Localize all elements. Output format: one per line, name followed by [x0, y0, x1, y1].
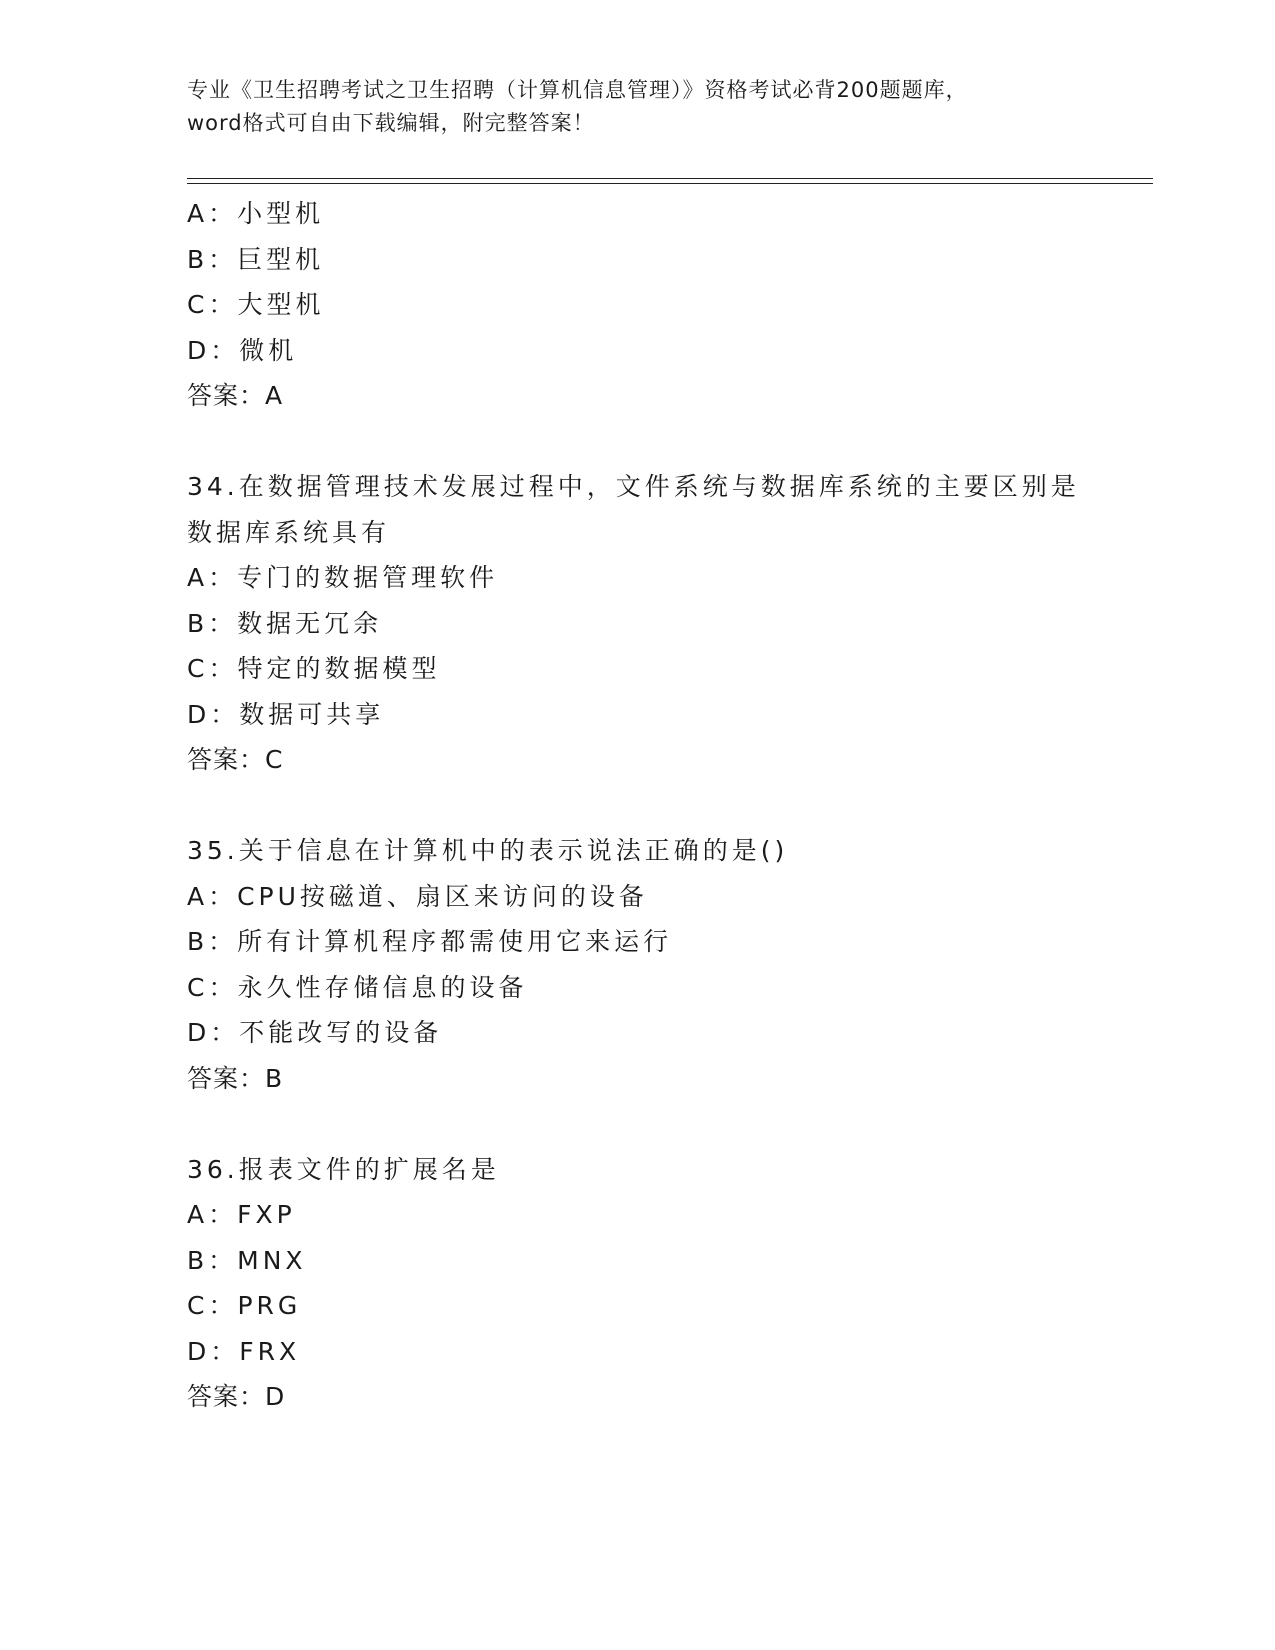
answer: 答案：D: [187, 1382, 286, 1411]
option-a: A：CPU按磁道、扇区来访问的设备: [187, 881, 648, 911]
option-d: D：FRX: [187, 1336, 301, 1366]
header-line-2: word格式可自由下载编辑，附完整答案！: [187, 111, 595, 135]
header-divider-bottom: [187, 183, 1153, 184]
option-c: C：特定的数据模型: [187, 654, 441, 683]
option-a: A：FXP: [187, 1200, 296, 1229]
document-header: [187, 74, 1087, 140]
question-list: [187, 191, 1147, 1420]
option-d: D：不能改写的设备: [187, 1018, 443, 1047]
question-block-36: [187, 1147, 1147, 1420]
spacer: [187, 1101, 1147, 1147]
question-text: 35.关于信息在计算机中的表示说法正确的是(): [187, 836, 789, 865]
spacer: [187, 419, 1147, 465]
question-block-33: [187, 191, 1147, 419]
question-text-line-1: 34.在数据管理技术发展过程中，文件系统与数据库系统的主要区别是: [187, 472, 1080, 501]
option-b: B：所有计算机程序都需使用它来运行: [187, 927, 673, 956]
spacer: [187, 783, 1147, 829]
question-text: 36.报表文件的扩展名是: [187, 1154, 500, 1184]
answer: 答案：A: [187, 381, 284, 410]
question-block-34: [187, 464, 1147, 783]
question-text-line-2: 数据库系统具有: [187, 517, 391, 547]
option-a: A：专门的数据管理软件: [187, 563, 499, 592]
answer: 答案：C: [187, 745, 284, 774]
question-block-35: [187, 828, 1147, 1101]
option-c: C：大型机: [187, 290, 325, 319]
option-c: C：永久性存储信息的设备: [187, 972, 528, 1002]
option-c: C：PRG: [187, 1291, 302, 1320]
header-divider-top: [187, 178, 1153, 179]
option-b: B：巨型机: [187, 244, 325, 274]
option-b: B：MNX: [187, 1245, 307, 1275]
answer: 答案：B: [187, 1063, 284, 1093]
option-a: A：小型机: [187, 199, 325, 228]
option-b: B：数据无冗余: [187, 608, 383, 638]
header-line-1: 专业《卫生招聘考试之卫生招聘（计算机信息管理）》资格考试必背200题题库，: [187, 78, 968, 102]
option-d: D：数据可共享: [187, 699, 385, 729]
option-d: D：微机: [187, 335, 298, 365]
